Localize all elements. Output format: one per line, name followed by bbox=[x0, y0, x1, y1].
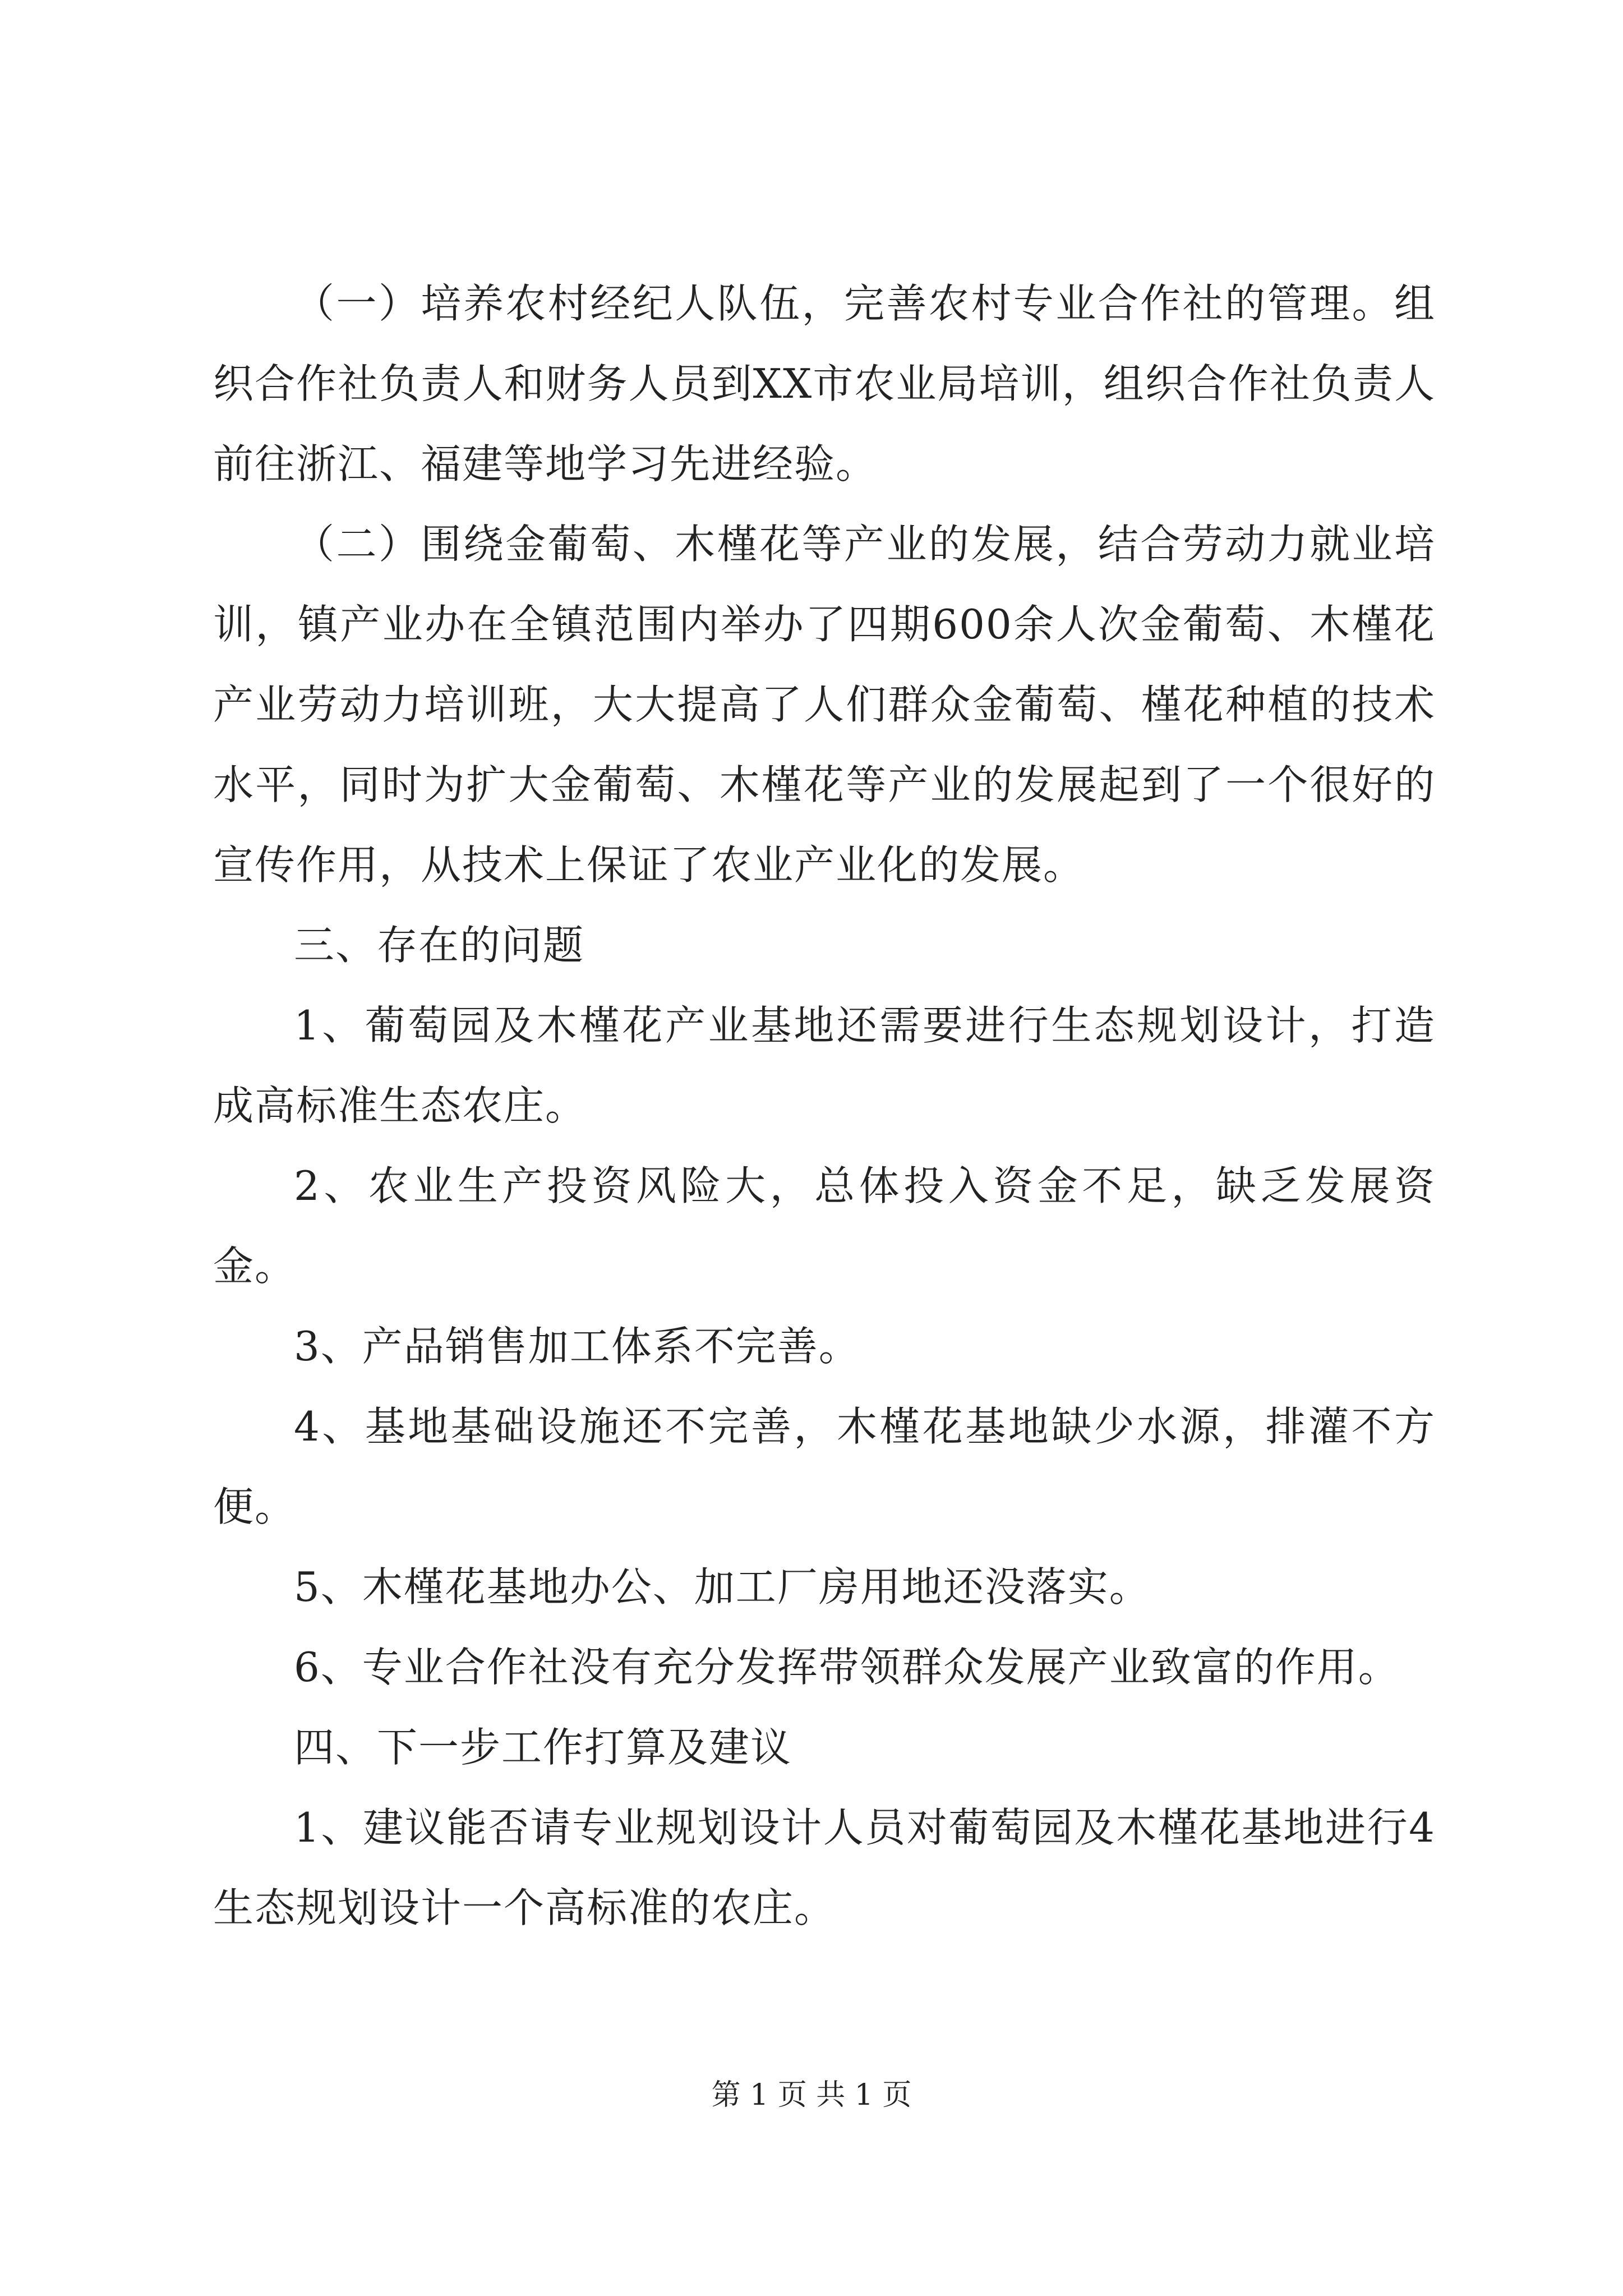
paragraph-training-brokers: （一）培养农村经纪人队伍，完善农村专业合作社的管理。组织合作社负责人和财务人员到XX市农业局培训，组织合作社负责人前往浙江、福建等地学习先进经验。 bbox=[213, 280, 1436, 487]
document-body bbox=[213, 264, 1436, 1948]
section-heading-problems: 三、存在的问题 bbox=[294, 922, 585, 969]
problem-item-2: 2、农业生产投资风险大，总体投入资金不足，缺乏发展资金。 bbox=[213, 1162, 1436, 1290]
suggestion-item-1: 1、建议能否请专业规划设计人员对葡萄园及木槿花基地进行4生态规划设计一个高标准的农庄。 bbox=[213, 1804, 1436, 1931]
problem-item-1: 1、葡萄园及木槿花产业基地还需要进行生态规划设计，打造成高标准生态农庄。 bbox=[213, 1002, 1436, 1129]
paragraph-industry-training: （二）围绕金葡萄、木槿花等产业的发展，结合劳动力就业培训，镇产业办在全镇范围内举办了四期600余人次金葡萄、木槿花产业劳动力培训班，大大提高了人们群众金葡萄、槿花种植的技术水平，同时为扩大金葡萄、木槿花等产业的发展起到了一个很好的宣传作用，从技术上保证了农业产业化的发展。 bbox=[213, 521, 1436, 889]
page-footer bbox=[0, 2076, 1623, 2115]
problem-item-4: 4、基地基础设施还不完善，木槿花基地缺少水源，排灌不方便。 bbox=[213, 1403, 1436, 1530]
problem-item-5: 5、木槿花基地办公、加工厂房用地还没落实。 bbox=[294, 1563, 1151, 1611]
problem-item-6: 6、专业合作社没有充分发挥带领群众发展产业致富的作用。 bbox=[294, 1644, 1400, 1691]
problem-item-3: 3、产品销售加工体系不完善。 bbox=[294, 1323, 860, 1370]
section-heading-next-steps: 四、下一步工作打算及建议 bbox=[294, 1724, 792, 1771]
page-number-label: 第 1 页 共 1 页 bbox=[711, 2078, 912, 2112]
